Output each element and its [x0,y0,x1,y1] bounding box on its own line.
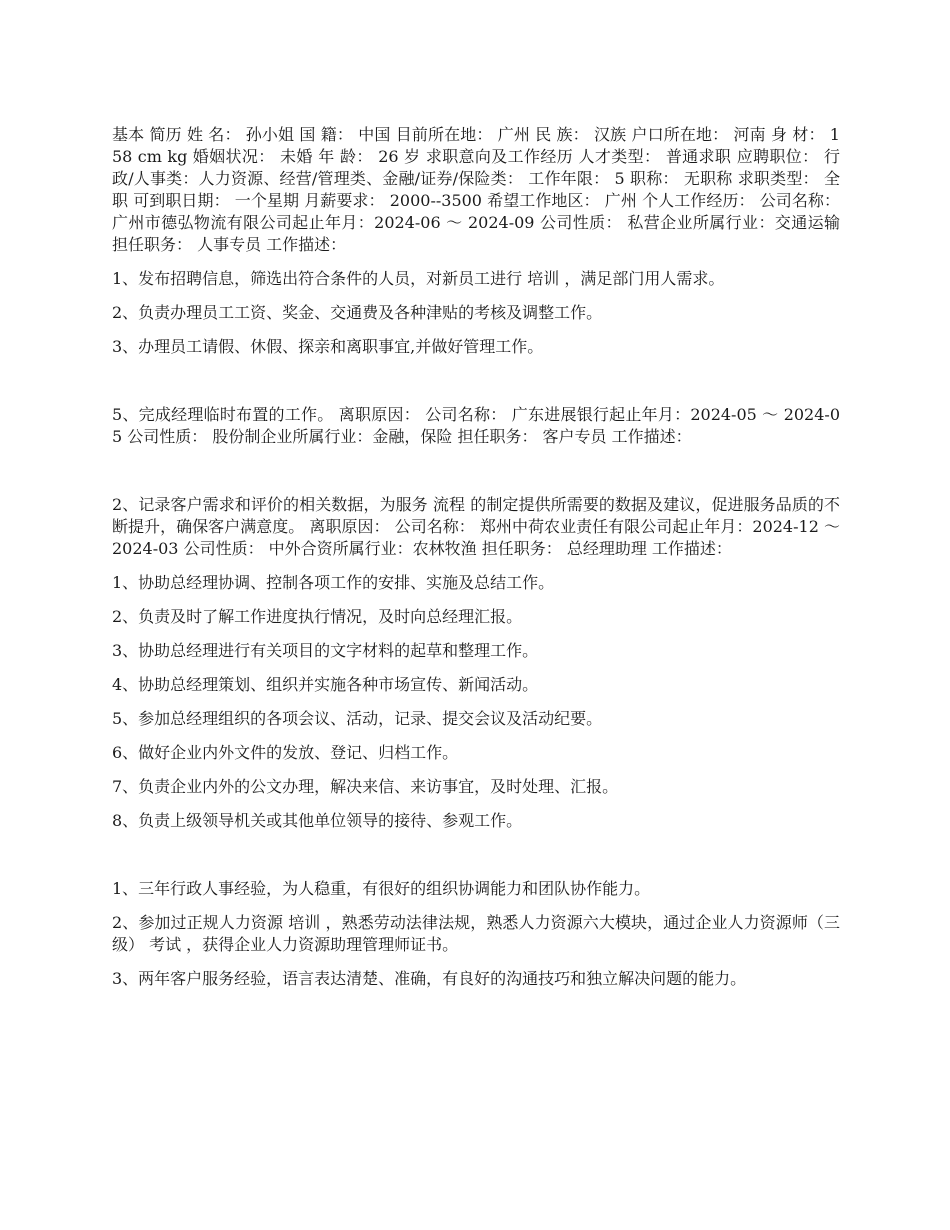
job1-duty-1: 1、发布招聘信息，筛选出符合条件的人员，对新员工进行 培训 ，满足部门用人需求。 [112,269,725,288]
section-gap [112,844,840,878]
job3-duty-5: 5、参加总经理组织的各项会议、活动，记录、提交会议及活动纪要。 [112,709,603,728]
job3-duty-7: 7、负责企业内外的公文办理，解决来信、来访事宜，及时处理、汇报。 [112,777,619,796]
resume-intro-paragraph: 基本 简历 姓 名： 孙小姐 国 籍： 中国 目前所在地： 广州 民 族： 汉族 户口所在地： 河南 身 材： 158 cm kg 婚姻状况： 未婚 年 龄： 26 岁 求职意向及工作经历 人才类型： 普通求职 应聘职位： 行政/人事类：人力资源、经营/管理类、金融/证券/保险类： 工作年限： 5 职称： 无职称 求职类型： 全职 可到职日期： 一个星期 月薪要求： 2000--3500 希望工作地区： 广州 个人工作经历： 公司名称： 广州市德弘物流有限公司起止年月：2024-06 ～ 2024-09 公司性质： 私营企业所属行业：交通运输 担任职务： 人事专员 工作描述： [112,125,840,254]
job3-intro-paragraph: 2、记录客户需求和评价的相关数据，为服务 流程 的制定提供所需要的数据及建议，促进服务品质的不断提升，确保客户满意度。 离职原因： 公司名称： 郑州中荷农业责任有限公司起止年月：2024-12 ～ 2024-03 公司性质： 中外合资所属行业：农林牧渔 担任职务： 总经理助理 工作描述： [112,495,840,558]
job2-intro-paragraph: 5、完成经理临时布置的工作。 离职原因： 公司名称： 广东进展银行起止年月：2024-05 ～ 2024-05 公司性质： 股份制企业所属行业：金融，保险 担任职务： 客户专员 工作描述： [112,405,840,446]
job3-duty-6: 6、做好企业内外文件的发放、登记、归档工作。 [112,743,459,762]
strength-2: 2、参加过正规人力资源 培训 ，熟悉劳动法律法规，熟悉人力资源六大模块，通过企业人力资源师（三级） 考试 ，获得企业人力资源助理管理师证书。 [112,913,840,954]
job3-duty-2: 2、负责及时了解工作进度执行情况，及时向总经理汇报。 [112,607,523,626]
job3-duty-4: 4、协助总经理策划、组织并实施各种市场宣传、新闻活动。 [112,675,539,694]
strength-3: 3、两年客户服务经验，语言表达清楚、准确，有良好的沟通技巧和独立解决问题的能力。 [112,969,747,988]
section-gap [112,370,840,404]
job3-duty-3: 3、协助总经理进行有关项目的文字材料的起草和整理工作。 [112,641,539,660]
job3-duty-1: 1、协助总经理协调、控制各项工作的安排、实施及总结工作。 [112,573,555,592]
resume-document [112,124,840,1002]
strength-1: 1、三年行政人事经验，为人稳重，有很好的组织协调能力和团队协作能力。 [112,879,651,898]
job3-duty-8: 8、负责上级领导机关或其他单位领导的接待、参观工作。 [112,811,523,830]
section-gap [112,460,840,494]
job1-duty-3: 3、办理员工请假、休假、探亲和离职事宜,并做好管理工作。 [112,337,544,356]
job1-duty-2: 2、负责办理员工工资、奖金、交通费及各种津贴的考核及调整工作。 [112,303,603,322]
